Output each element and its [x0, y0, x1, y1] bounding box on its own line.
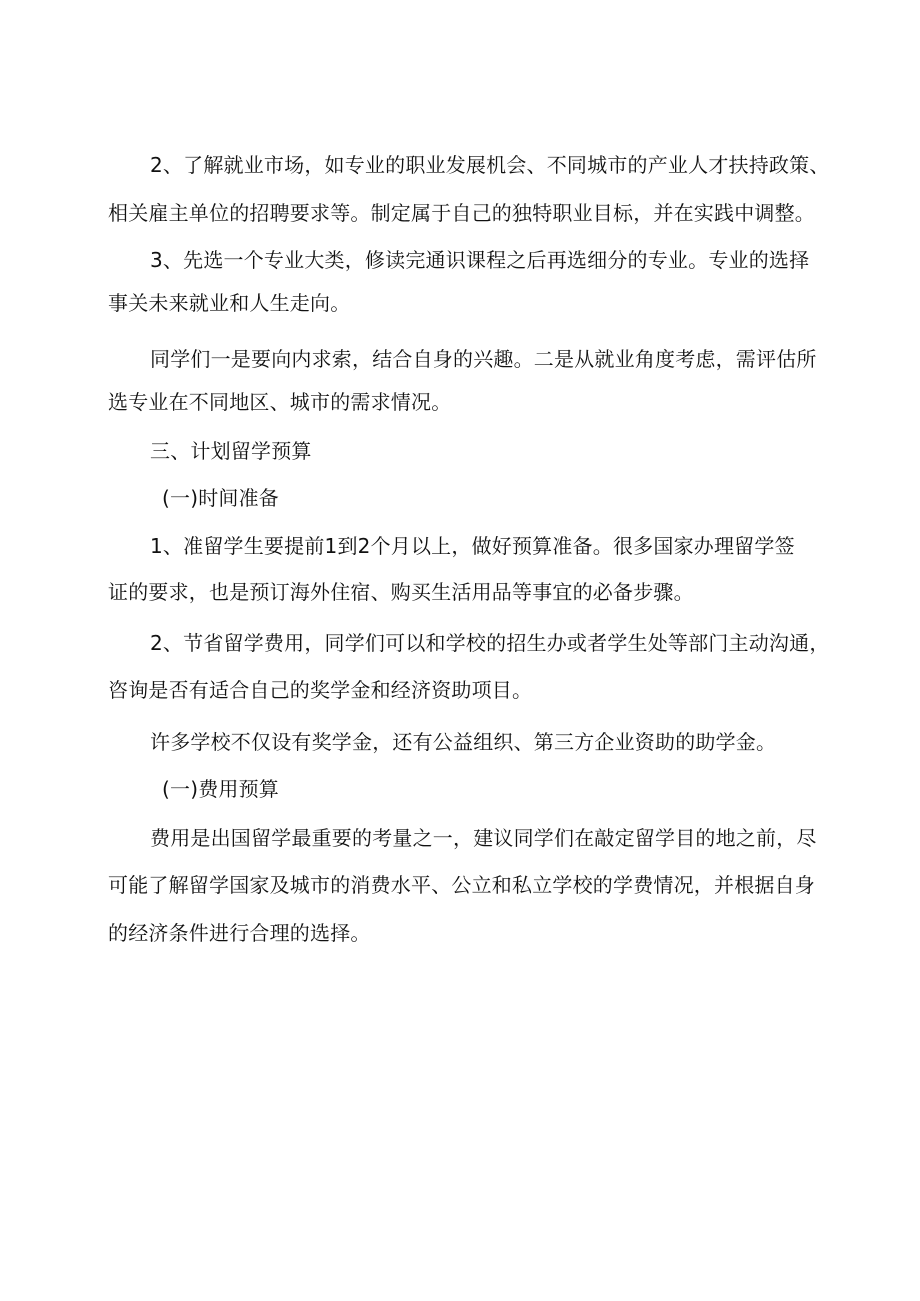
paragraph-5-line-2: 咨询是否有适合自己的奖学金和经济资助项目。 — [108, 678, 533, 702]
paragraph-3-line-2: 选专业在不同地区、城市的需求情况。 — [108, 390, 452, 414]
paragraph-3-line-1: 同学们一是要向内求索，结合自身的兴趣。二是从就业角度考虑，需评估所 — [150, 347, 817, 371]
paragraph-2-line-2: 事关未来就业和人生走向。 — [108, 291, 351, 315]
paragraph-6-line-1: 许多学校不仅设有奖学金，还有公益组织、第三方企业资助的助学金。 — [150, 730, 777, 754]
paragraph-7-line-3: 的经济条件进行合理的选择。 — [108, 921, 371, 945]
paragraph-5-line-1: 2、节省留学费用，同学们可以和学校的招生办或者学生处等部门主动沟通， — [150, 631, 830, 655]
paragraph-7-line-1: 费用是出国留学最重要的考量之一，建议同学们在敲定留学目的地之前，尽 — [150, 826, 817, 850]
subheading-time-preparation: (一)时间准备 — [162, 486, 280, 510]
section-heading: 三、计划留学预算 — [150, 439, 312, 463]
paragraph-7-line-2: 可能了解留学国家及城市的消费水平、公立和私立学校的学费情况，并根据自身 — [108, 873, 815, 897]
paragraph-2-line-1: 3、先选一个专业大类，修读完通识课程之后再选细分的专业。专业的选择 — [150, 248, 810, 272]
paragraph-1-line-2: 相关雇主单位的招聘要求等。制定属于自己的独特职业目标，并在实践中调整。 — [108, 201, 815, 225]
paragraph-4-line-1: 1、准留学生要提前1到2个月以上，做好预算准备。很多国家办理留学签 — [150, 534, 795, 558]
subheading-cost-budget: (一)费用预算 — [162, 777, 280, 801]
paragraph-1-line-1: 2、了解就业市场，如专业的职业发展机会、不同城市的产业人才扶持政策、 — [150, 153, 830, 177]
paragraph-4-line-2: 证的要求，也是预订海外住宿、购买生活用品等事宜的必备步骤。 — [108, 580, 694, 604]
